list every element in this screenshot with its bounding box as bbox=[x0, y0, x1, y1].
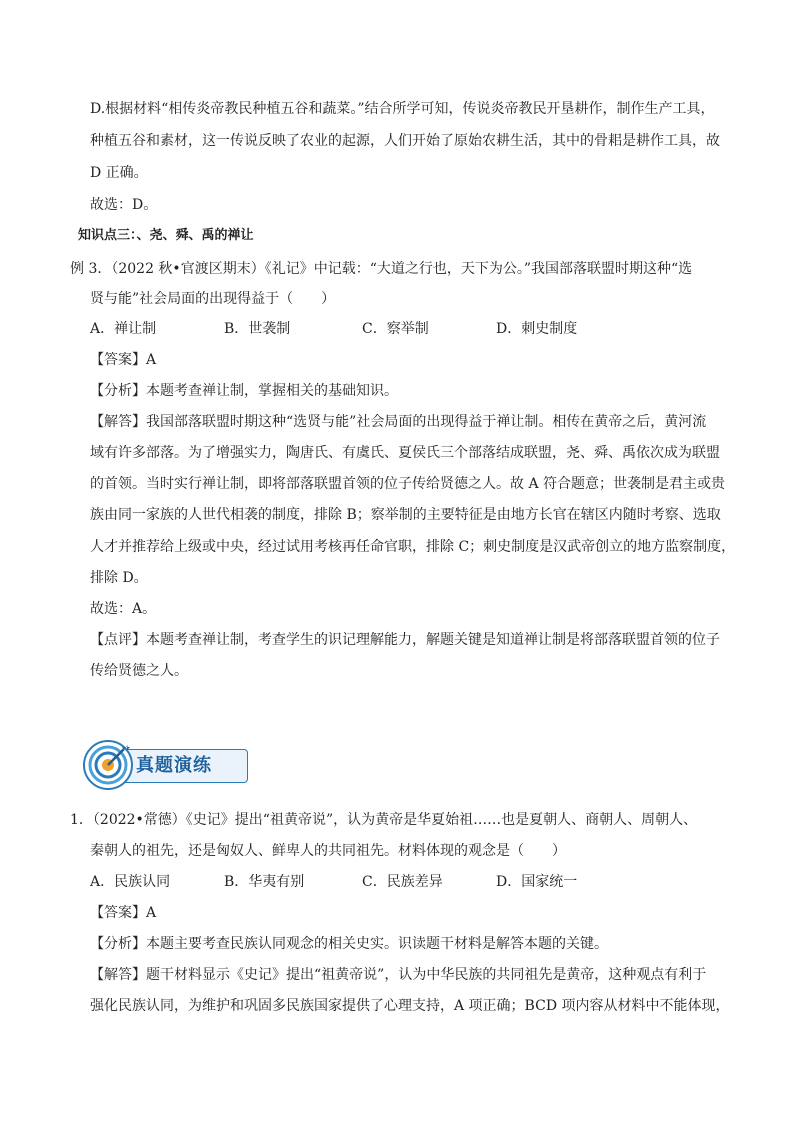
section-banner bbox=[78, 737, 250, 795]
example3-question-line2: 贤与能”社会局面的出现得益于（ ） bbox=[90, 291, 336, 307]
q1-option-a: A．民族认同 bbox=[90, 874, 171, 890]
example3-comment-line2: 传给贤德之人。 bbox=[90, 663, 188, 679]
banner-title: 真题演练 bbox=[136, 755, 212, 776]
example3-option-a: A．禅让制 bbox=[90, 321, 157, 337]
example3-solution-line1: 【解答】我国部落联盟时期这种“选贤与能”社会局面的出现得益于禅让制。相传在黄帝之后，黄河流 bbox=[90, 414, 707, 430]
prev-d-line2: 种植五谷和素材，这一传说反映了农业的起源，人们开始了原始农耕生活，其中的骨耜是耕作工具，故 bbox=[90, 133, 720, 149]
prev-choice: 故选：D。 bbox=[90, 197, 158, 213]
example3-solution-line2: 域有许多部落。为了增强实力，陶唐氏、有虞氏、夏侯氏三个部落结成联盟，尧、舜、禹依次成为联盟 bbox=[90, 445, 720, 461]
q1-answer: 【答案】A bbox=[90, 905, 157, 921]
example3-comment-line1: 【点评】本题考查禅让制，考查学生的识记理解能力，解题关键是知道禅让制是将部落联盟首领的位子 bbox=[90, 632, 720, 648]
example3-option-b: B．世袭制 bbox=[224, 321, 291, 337]
q1-solution-line1: 【解答】题干材料显示《史记》提出“祖黄帝说”，认为中华民族的共同祖先是黄帝，这种观点有利于 bbox=[90, 967, 707, 983]
example3-solution-line4: 族由同一家族的人世代相袭的制度，排除 B；察举制的主要特征是由地方长官在辖区内随时考察、选取 bbox=[90, 507, 721, 523]
prev-d-line3: D 正确。 bbox=[90, 165, 148, 181]
example3-option-d: D．刺史制度 bbox=[496, 321, 578, 337]
q1-question-line1: 1．（2022•常德）《史记》提出“祖黄帝说”，认为黄帝是华夏始祖……也是夏朝人、商朝人、周朝人、 bbox=[70, 812, 698, 828]
example3-solution-line6: 排除 D。 bbox=[90, 570, 148, 586]
q1-question-line2: 秦朝人的祖先，还是匈奴人、鲜卑人的共同祖先。材料体现的观念是（ ） bbox=[90, 843, 566, 859]
q1-analysis: 【分析】本题主要考查民族认同观念的相关史实。识读题干材料是解答本题的关键。 bbox=[90, 936, 608, 952]
prev-d-line1: D.根据材料“相传炎帝教民种植五谷和蔬菜。”结合所学可知，传说炎帝教民开垦耕作，制作生产工具， bbox=[90, 101, 715, 117]
example3-answer: 【答案】A bbox=[90, 352, 157, 368]
q1-option-d: D．国家统一 bbox=[496, 874, 578, 890]
target-icon bbox=[82, 739, 134, 791]
example3-analysis: 【分析】本题考查禅让制，掌握相关的基础知识。 bbox=[90, 383, 398, 399]
example3-choice: 故选：A。 bbox=[90, 601, 157, 617]
q1-option-b: B．华夷有别 bbox=[224, 874, 305, 890]
example3-option-c: C．察举制 bbox=[362, 321, 429, 337]
q1-solution-line2: 强化民族认同，为维护和巩固多民族国家提供了心理支持，A 项正确；BCD 项内容从材料中不能体现， bbox=[90, 998, 730, 1014]
q1-option-c: C．民族差异 bbox=[362, 874, 443, 890]
example3-solution-line3: 的首领。当时实行禅让制，即将部落联盟首领的位子传给贤德之人。故 A 符合题意；世袭制是君主或贵 bbox=[90, 476, 726, 492]
example3-question-line1: 例 3．（2022 秋•官渡区期末）《礼记》中记载：“大道之行也，天下为公。”我国部落联盟时期这种“选 bbox=[70, 261, 693, 277]
section3-title: 知识点三：、尧、舜、禹的禅让 bbox=[78, 228, 254, 243]
example3-solution-line5: 人才并推荐给上级或中央，经过试用考核再任命官职，排除 C；刺史制度是汉武帝创立的地方监察制度， bbox=[90, 539, 736, 555]
